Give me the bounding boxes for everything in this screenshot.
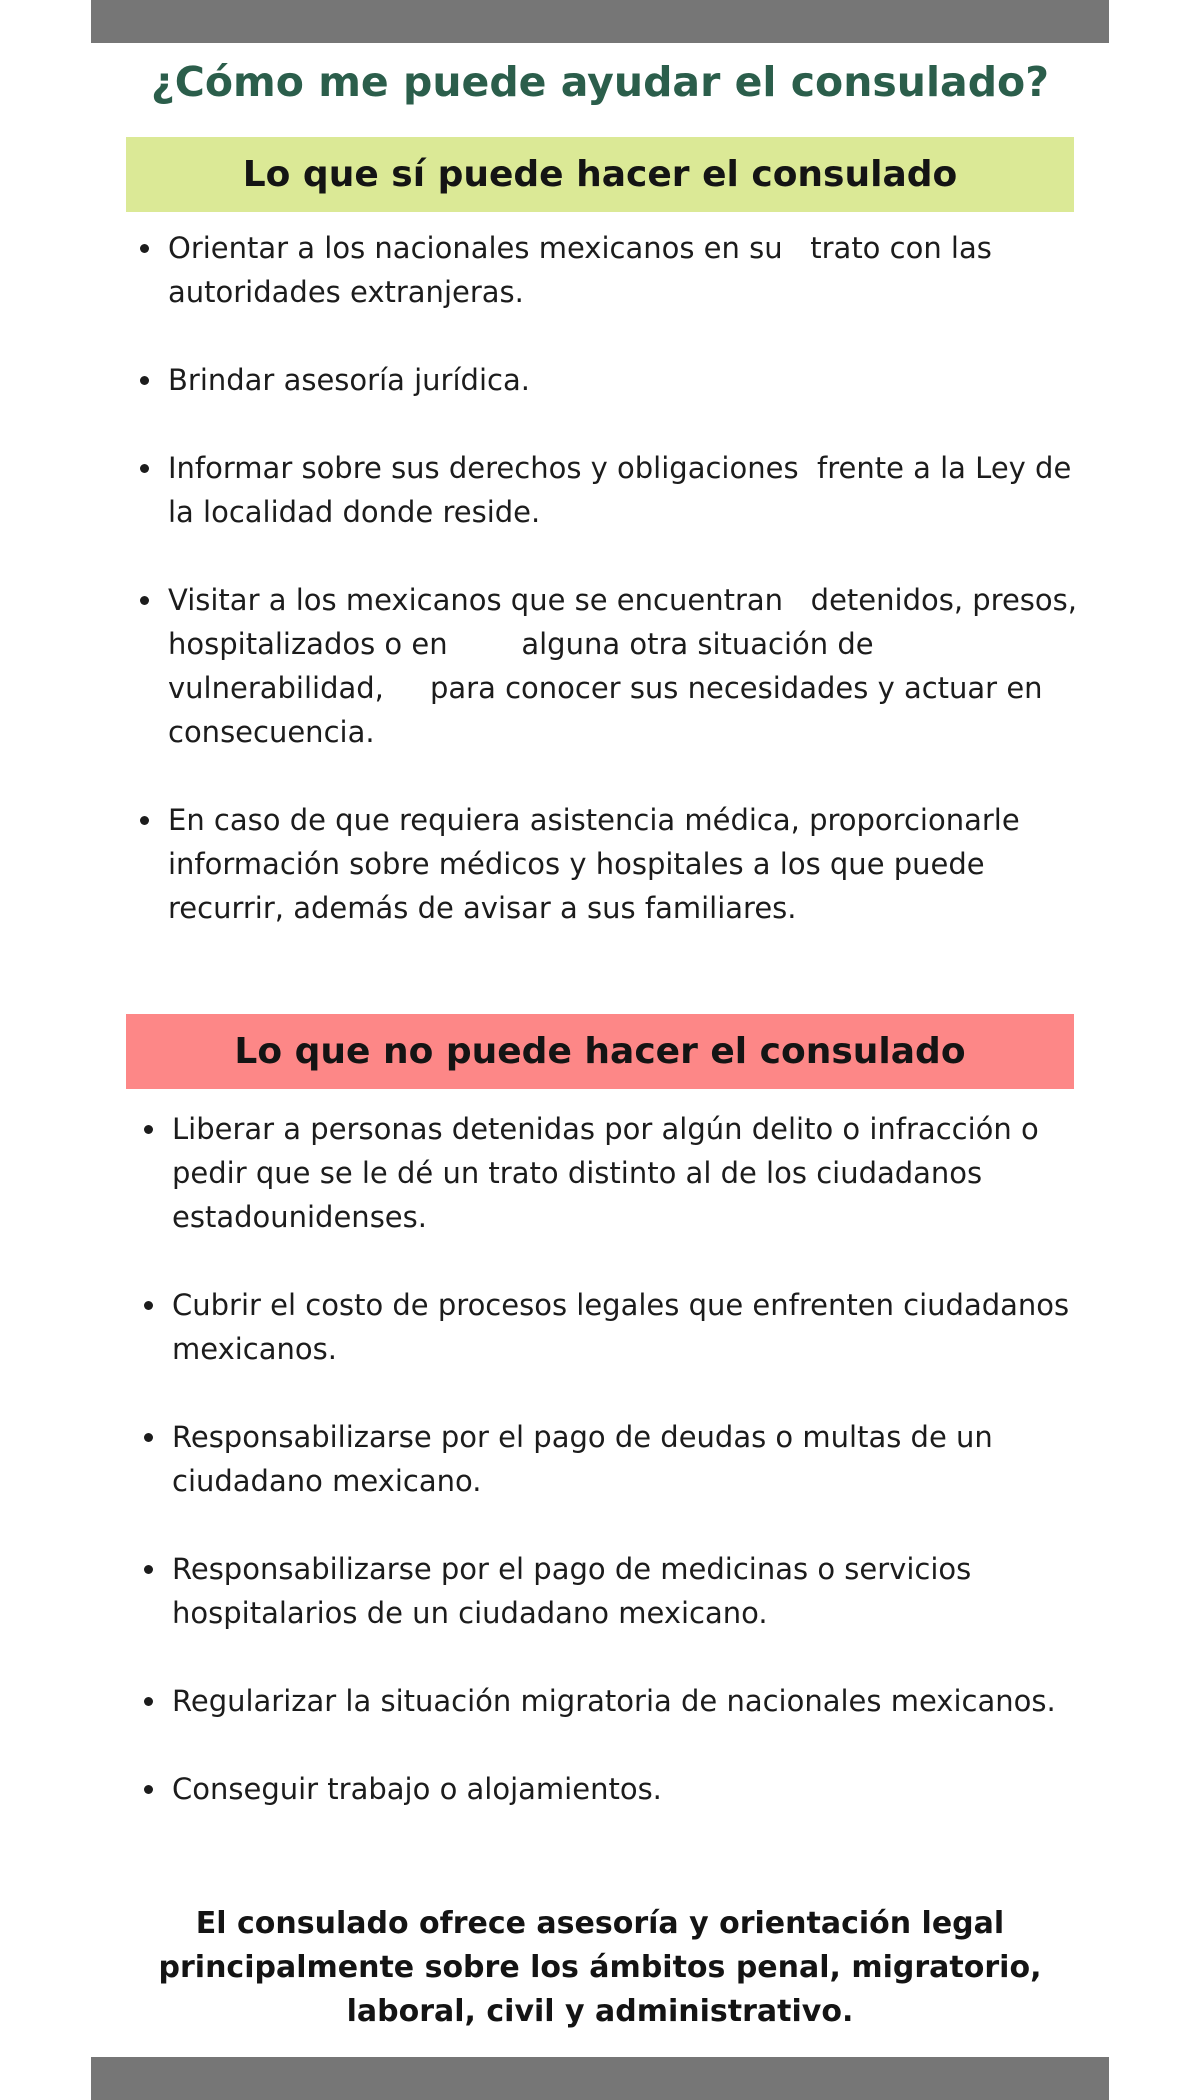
list-item-text: Conseguir trabajo o alojamientos. [172,1772,662,1806]
bullet-icon [140,596,149,605]
bullet-icon [144,1125,153,1134]
list-item-text: Cubrir el costo de procesos legales que enfrenten ciudadanos mexicanos. [172,1288,1079,1366]
list-item [140,226,1080,314]
list-item-text: En caso de que requiera asistencia médica, proporcionarle información sobre médicos y hospitales a los que puede recurrir, además de avisar a sus familiares. [168,803,1029,925]
list-item-text: Visitar a los mexicanos que se encuentran detenidos, presos, hospitalizados o en alguna otra situación de vulnerabilidad, para conocer sus necesidades y actuar en consecuencia. [168,583,1087,749]
list-item [144,1547,1084,1635]
can-list [140,226,1087,974]
bullet-icon [144,1697,153,1706]
list-item-text: Orientar a los nacionales mexicanos en su trato con las autoridades extranjeras. [168,231,1002,309]
list-item-text: Responsabilizarse por el pago de medicinas o servicios hospitalarios de un ciudadano mexicano. [172,1552,981,1630]
cannot-section-heading: Lo que no puede hacer el consulado [126,1014,1074,1089]
list-item-text: Liberar a personas detenidas por algún delito o infracción o pedir que se le dé un trato distinto al de los ciudadanos estadounidenses. [172,1112,1048,1234]
bullet-icon [144,1565,153,1574]
bullet-icon [144,1301,153,1310]
list-item-text: Regularizar la situación migratoria de nacionales mexicanos. [172,1684,1056,1718]
list-item [144,1283,1084,1371]
list-item [144,1415,1084,1503]
can-section-heading: Lo que sí puede hacer el consulado [126,137,1074,212]
list-item-text: Informar sobre sus derechos y obligaciones frente a la Ley de la localidad donde reside. [168,451,1081,529]
footer-note: El consulado ofrece asesoría y orientación legal principalmente sobre los ámbitos penal, migratorio, laboral, civil y administrativo. [158,1906,1042,2029]
bullet-icon [144,1785,153,1794]
bullet-icon [140,464,149,473]
list-item-text: Responsabilizarse por el pago de deudas o multas de un ciudadano mexicano. [172,1420,1002,1498]
bottom-bar [91,2057,1109,2100]
bullet-icon [144,1433,153,1442]
list-item-text: Brindar asesoría jurídica. [168,363,530,397]
top-bar [91,0,1109,43]
list-item [140,446,1080,534]
bullet-icon [140,376,149,385]
list-item [144,1679,1084,1723]
bullet-icon [140,244,149,253]
cannot-list [144,1107,1084,1855]
list-item [140,358,1080,402]
list-item [144,1107,1084,1239]
list-item [144,1767,1084,1811]
bullet-icon [140,816,149,825]
list-item [140,578,1087,754]
page-title: ¿Cómo me puede ayudar el consulado? [150,58,1050,106]
list-item [140,798,1080,930]
